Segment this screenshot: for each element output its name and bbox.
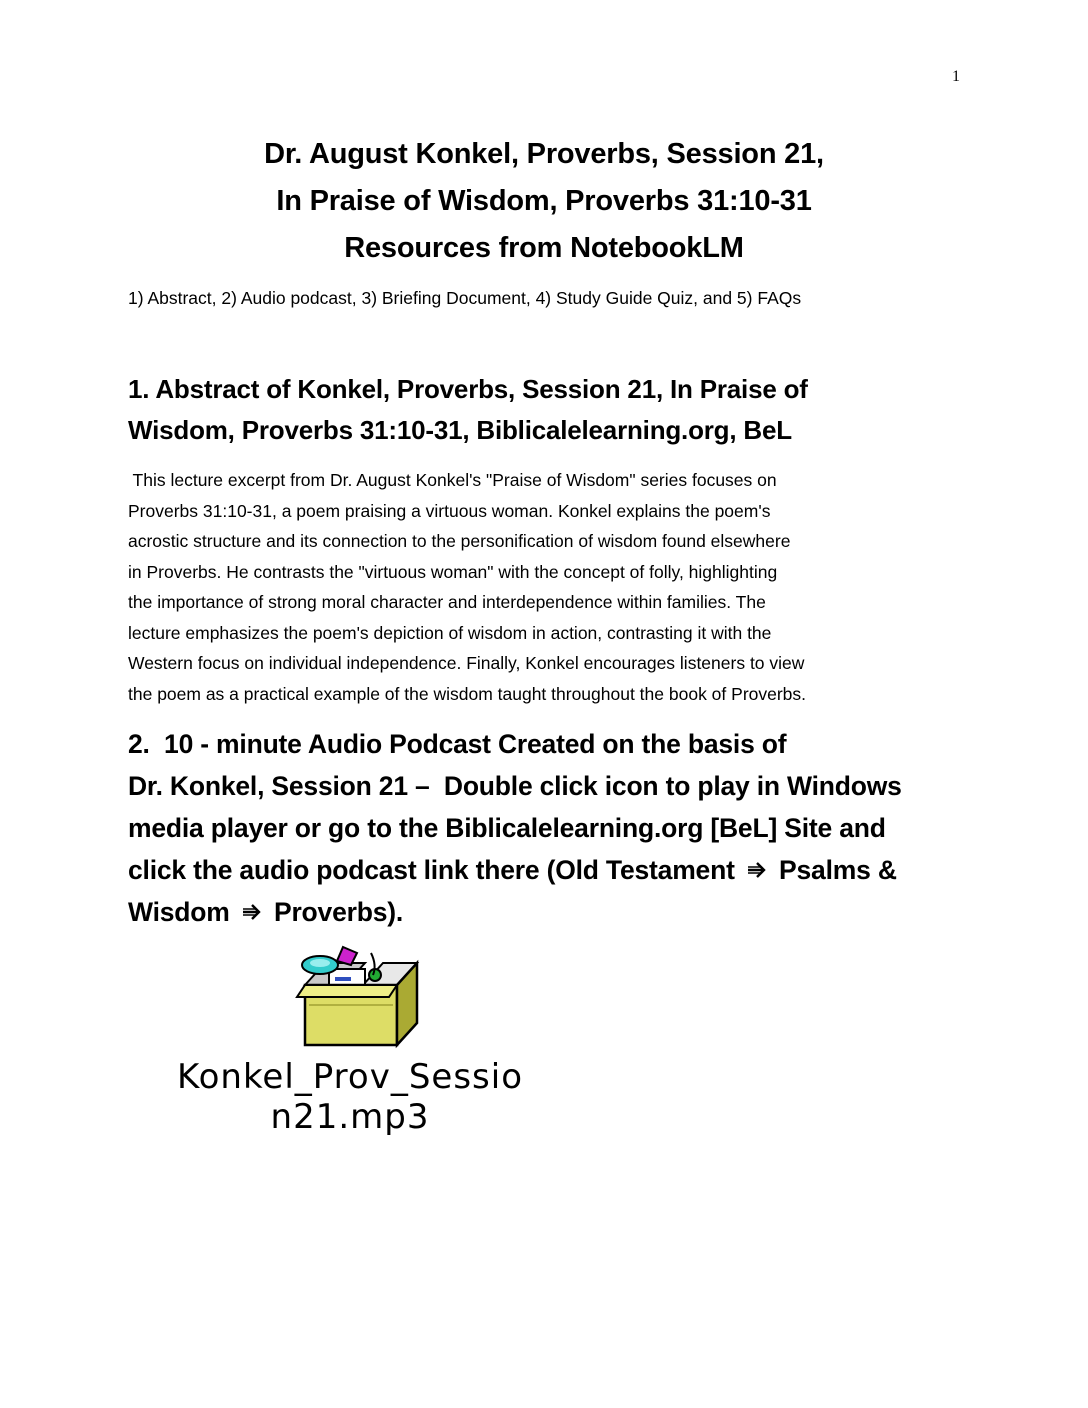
audio-file-label-line-2: n21.mp3 [270,1097,430,1137]
resources-list: 1) Abstract, 2) Audio podcast, 3) Briefing Document, 4) Study Guide Quiz, and 5) FAQs [128,288,802,308]
podcast-heading-line-2: Dr. Konkel, Session 21 – Double click icon to play in Windows [128,771,902,801]
abstract-heading-line-1: 1. Abstract of Konkel, Proverbs, Session 21, In Praise of [128,374,808,404]
document-title [0,131,1088,272]
podcast-path-wisdom: Wisdom [128,897,230,927]
podcast-path-psalms: Psalms & [779,855,897,885]
abstract-line: Proverbs 31:10-31, a poem praising a virtuous woman. Konkel explains the poem's [128,500,771,521]
title-line-2: In Praise of Wisdom, Proverbs 31:10-31 [276,185,812,217]
abstract-heading [128,369,948,451]
page-number: 1 [952,68,960,85]
abstract-line: Western focus on individual independence. Finally, Konkel encourages listeners to view [128,653,805,673]
abstract-line: lecture emphasizes the poem's depiction of wisdom in action, contrasting it with the [128,622,772,643]
abstract-line: in Proverbs. He contrasts the "virtuous woman" with the concept of folly, highlighting [128,561,778,582]
podcast-path-old-testament: click the audio podcast link there (Old Testament [128,855,735,885]
abstract-heading-line-2: Wisdom, Proverbs 31:10-31, Biblicalelearning.org, BeL [128,415,792,445]
abstract-line: acrostic structure and its connection to the personification of wisdom found elsewhere [128,531,791,551]
audio-file-label-line-1: Konkel_Prov_Sessio [176,1057,524,1097]
abstract-line: This lecture excerpt from Dr. August Konkel's "Praise of Wisdom" series focuses on [128,470,777,490]
right-arrow-icon [241,891,263,933]
title-line-1: Dr. August Konkel, Proverbs, Session 21, [264,138,824,170]
podcast-heading-line-4 [128,849,968,891]
podcast-heading [128,723,968,933]
podcast-heading-line-3: media player or go to the Biblicalelearning.org [BeL] Site and [128,813,886,843]
podcast-heading-line-5 [128,891,968,933]
abstract-line: the poem as a practical example of the wisdom taught throughout the book of Proverbs. [128,683,807,704]
audio-file-label[interactable] [125,1057,575,1137]
abstract-body [128,465,968,709]
podcast-path-proverbs: Proverbs). [273,897,404,927]
right-arrow-icon [746,849,768,891]
podcast-heading-line-1: 2. 10 - minute Audio Podcast Created on the basis of [128,729,787,759]
audio-file-attachment[interactable] [125,945,575,1145]
package-icon[interactable] [285,945,425,1055]
abstract-line: the importance of strong moral character and interdependence within families. The [128,592,766,612]
title-line-3: Resources from NotebookLM [344,232,744,264]
